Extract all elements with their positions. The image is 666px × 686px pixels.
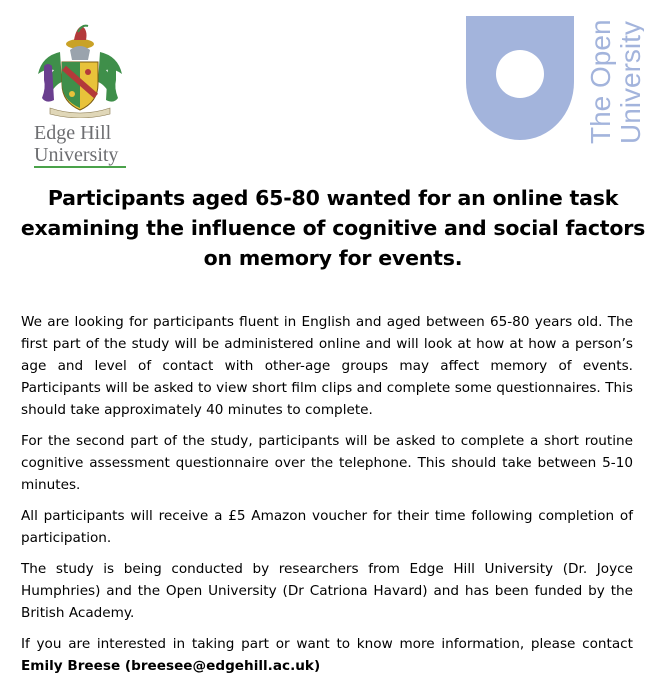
edge-hill-university-logo	[30, 22, 130, 172]
contact-text: If you are interested in taking part or want to know more information, please contact	[21, 636, 633, 652]
paragraph-second-part: For the second part of the study, participants will be asked to complete a short routine cognitive assessment questionnaire over the telephone. This should take between 5-10 minutes.	[21, 433, 633, 493]
edge-hill-line2: University	[34, 144, 119, 166]
open-university-logo	[466, 16, 656, 150]
edge-hill-line1: Edge Hill	[34, 122, 112, 144]
flyer-body	[21, 311, 633, 686]
coat-of-arms-icon	[30, 22, 130, 118]
contact-name-email[interactable]: Emily Breese (breesee@edgehill.ac.uk)	[21, 658, 321, 674]
open-university-line1: The Open	[585, 19, 616, 144]
flyer-title: Participants aged 65-80 wanted for an online task examining the influence of cognitive and social factors on memory for events.	[20, 186, 646, 270]
edge-hill-wordmark	[34, 122, 118, 166]
open-university-shield-icon	[466, 16, 574, 144]
open-university-line2: University	[615, 21, 644, 144]
open-university-wordmark	[584, 16, 644, 150]
edge-hill-underline	[34, 166, 126, 168]
paragraph-study-intro: We are looking for participants fluent in English and aged between 65-80 years old. The first part of the study will be administered online and will look at how at how a person’s age and level of contact with other-age groups may affect memory of events. Participants will be asked to view short film clips and complete some questionnaires. This should take approximately 40 minutes to complete.	[21, 314, 633, 418]
paragraph-researchers: The study is being conducted by researchers from Edge Hill University (Dr. Joyce Humphries) and the Open University (Dr Catriona Havard) and has been funded by the British Academy.	[21, 561, 633, 621]
paragraph-voucher: All participants will receive a £5 Amazon voucher for their time following completion of participation.	[21, 508, 633, 546]
paragraph-contact	[21, 633, 633, 677]
